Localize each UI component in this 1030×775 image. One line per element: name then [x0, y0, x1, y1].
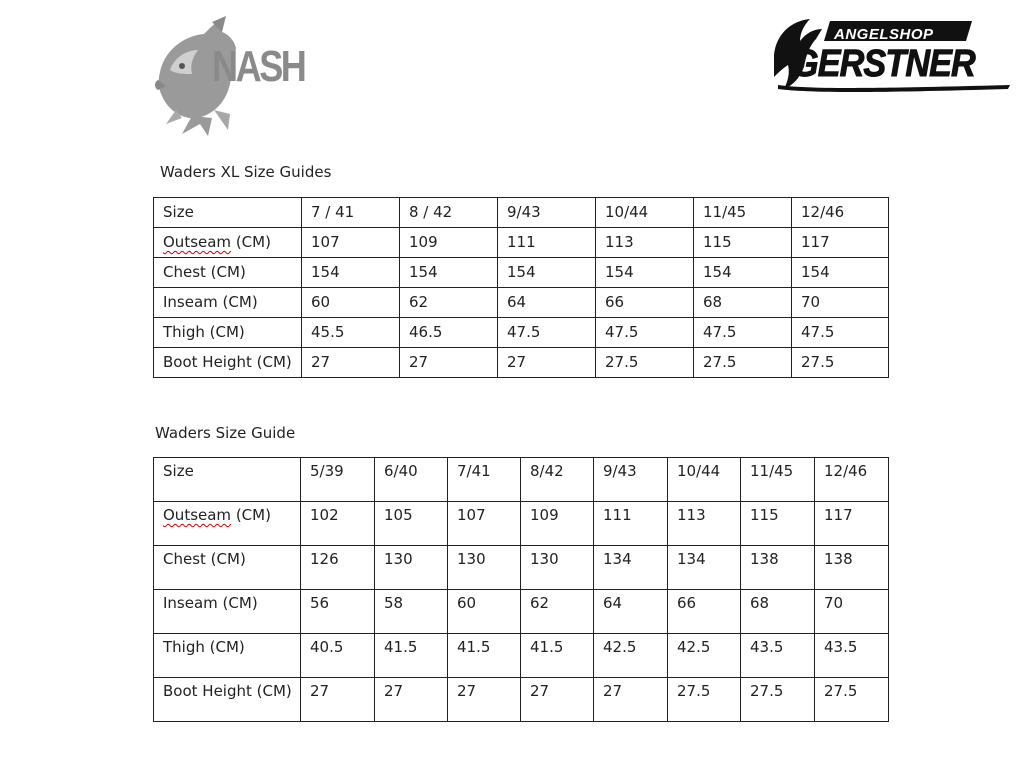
table-row [154, 258, 889, 288]
value-cell: 47.5 [694, 318, 792, 348]
value-cell: 27 [302, 348, 400, 378]
table-header-row [154, 458, 889, 502]
value-cell: 66 [668, 590, 741, 634]
value-cell: 42.5 [594, 634, 668, 678]
standard-guide-caption: Waders Size Guide [155, 424, 296, 442]
standard-size-table [153, 457, 889, 722]
value-cell: 27 [301, 678, 375, 722]
table-row [154, 318, 889, 348]
table-row [154, 288, 889, 318]
value-cell: 109 [400, 228, 498, 258]
value-cell: 41.5 [375, 634, 448, 678]
value-cell: 109 [521, 502, 594, 546]
value-cell: 138 [741, 546, 815, 590]
size-cell: 9/43 [498, 198, 596, 228]
value-cell: 43.5 [815, 634, 889, 678]
value-cell: 60 [302, 288, 400, 318]
measurement-label-cell: Chest (CM) [154, 258, 302, 288]
value-cell: 138 [815, 546, 889, 590]
value-cell: 64 [498, 288, 596, 318]
value-cell: 27 [448, 678, 521, 722]
value-cell: 115 [741, 502, 815, 546]
measurement-label-cell: Inseam (CM) [154, 288, 302, 318]
size-cell: 7 / 41 [302, 198, 400, 228]
value-cell: 130 [448, 546, 521, 590]
table-header-row [154, 198, 889, 228]
value-cell: 126 [301, 546, 375, 590]
value-cell: 27.5 [596, 348, 694, 378]
value-cell: 27 [521, 678, 594, 722]
value-cell: 107 [302, 228, 400, 258]
value-cell: 40.5 [301, 634, 375, 678]
value-cell: 105 [375, 502, 448, 546]
value-cell: 154 [792, 258, 889, 288]
value-cell: 70 [815, 590, 889, 634]
value-cell: 111 [498, 228, 596, 258]
measurement-label-cell: Boot Height (CM) [154, 678, 301, 722]
size-cell: 11/45 [694, 198, 792, 228]
size-cell: 12/46 [815, 458, 889, 502]
value-cell: 27 [400, 348, 498, 378]
angelshop-wordmark: ANGELSHOP [834, 26, 934, 43]
xl-size-table [153, 197, 889, 378]
value-cell: 27.5 [694, 348, 792, 378]
table-row [154, 546, 889, 590]
table-row [154, 502, 889, 546]
value-cell: 41.5 [521, 634, 594, 678]
value-cell: 45.5 [302, 318, 400, 348]
value-cell: 130 [521, 546, 594, 590]
table-row [154, 678, 889, 722]
measurement-label-cell: Outseam (CM) [154, 502, 301, 546]
value-cell: 134 [668, 546, 741, 590]
value-cell: 64 [594, 590, 668, 634]
size-cell: 8 / 42 [400, 198, 498, 228]
value-cell: 47.5 [596, 318, 694, 348]
nash-wordmark: NASH [212, 42, 305, 91]
value-cell: 102 [301, 502, 375, 546]
value-cell: 66 [596, 288, 694, 318]
xl-guide-caption: Waders XL Size Guides [160, 163, 332, 181]
size-cell: 10/44 [668, 458, 741, 502]
value-cell: 46.5 [400, 318, 498, 348]
value-cell: 62 [400, 288, 498, 318]
value-cell: 130 [375, 546, 448, 590]
value-cell: 42.5 [668, 634, 741, 678]
table-row [154, 590, 889, 634]
value-cell: 113 [668, 502, 741, 546]
value-cell: 70 [792, 288, 889, 318]
value-cell: 68 [741, 590, 815, 634]
measurement-label-cell: Thigh (CM) [154, 634, 301, 678]
value-cell: 47.5 [498, 318, 596, 348]
gerstner-wordmark: GERSTNER [792, 43, 975, 85]
value-cell: 56 [301, 590, 375, 634]
value-cell: 47.5 [792, 318, 889, 348]
table-row [154, 634, 889, 678]
spellcheck-underline: Outseam [163, 506, 232, 524]
value-cell: 107 [448, 502, 521, 546]
value-cell: 27 [594, 678, 668, 722]
value-cell: 41.5 [448, 634, 521, 678]
value-cell: 27.5 [792, 348, 889, 378]
value-cell: 58 [375, 590, 448, 634]
size-cell: 5/39 [301, 458, 375, 502]
table-row [154, 228, 889, 258]
table-row [154, 348, 889, 378]
size-cell: 9/43 [594, 458, 668, 502]
value-cell: 115 [694, 228, 792, 258]
size-label-cell: Size [154, 198, 302, 228]
value-cell: 154 [400, 258, 498, 288]
value-cell: 60 [448, 590, 521, 634]
value-cell: 154 [498, 258, 596, 288]
measurement-label-cell: Chest (CM) [154, 546, 301, 590]
size-cell: 11/45 [741, 458, 815, 502]
value-cell: 27.5 [741, 678, 815, 722]
value-cell: 134 [594, 546, 668, 590]
value-cell: 117 [815, 502, 889, 546]
value-cell: 27 [375, 678, 448, 722]
value-cell: 154 [302, 258, 400, 288]
value-cell: 43.5 [741, 634, 815, 678]
size-cell: 8/42 [521, 458, 594, 502]
value-cell: 27.5 [815, 678, 889, 722]
size-cell: 6/40 [375, 458, 448, 502]
value-cell: 113 [596, 228, 694, 258]
measurement-label-cell: Outseam (CM) [154, 228, 302, 258]
value-cell: 154 [596, 258, 694, 288]
value-cell: 111 [594, 502, 668, 546]
size-cell: 12/46 [792, 198, 889, 228]
size-cell: 7/41 [448, 458, 521, 502]
value-cell: 68 [694, 288, 792, 318]
value-cell: 27 [498, 348, 596, 378]
measurement-label-cell: Thigh (CM) [154, 318, 302, 348]
size-cell: 10/44 [596, 198, 694, 228]
value-cell: 117 [792, 228, 889, 258]
spellcheck-underline: Outseam [163, 233, 232, 251]
measurement-label-cell: Inseam (CM) [154, 590, 301, 634]
measurement-label-cell: Boot Height (CM) [154, 348, 302, 378]
value-cell: 27.5 [668, 678, 741, 722]
size-label-cell: Size [154, 458, 301, 502]
value-cell: 154 [694, 258, 792, 288]
value-cell: 62 [521, 590, 594, 634]
